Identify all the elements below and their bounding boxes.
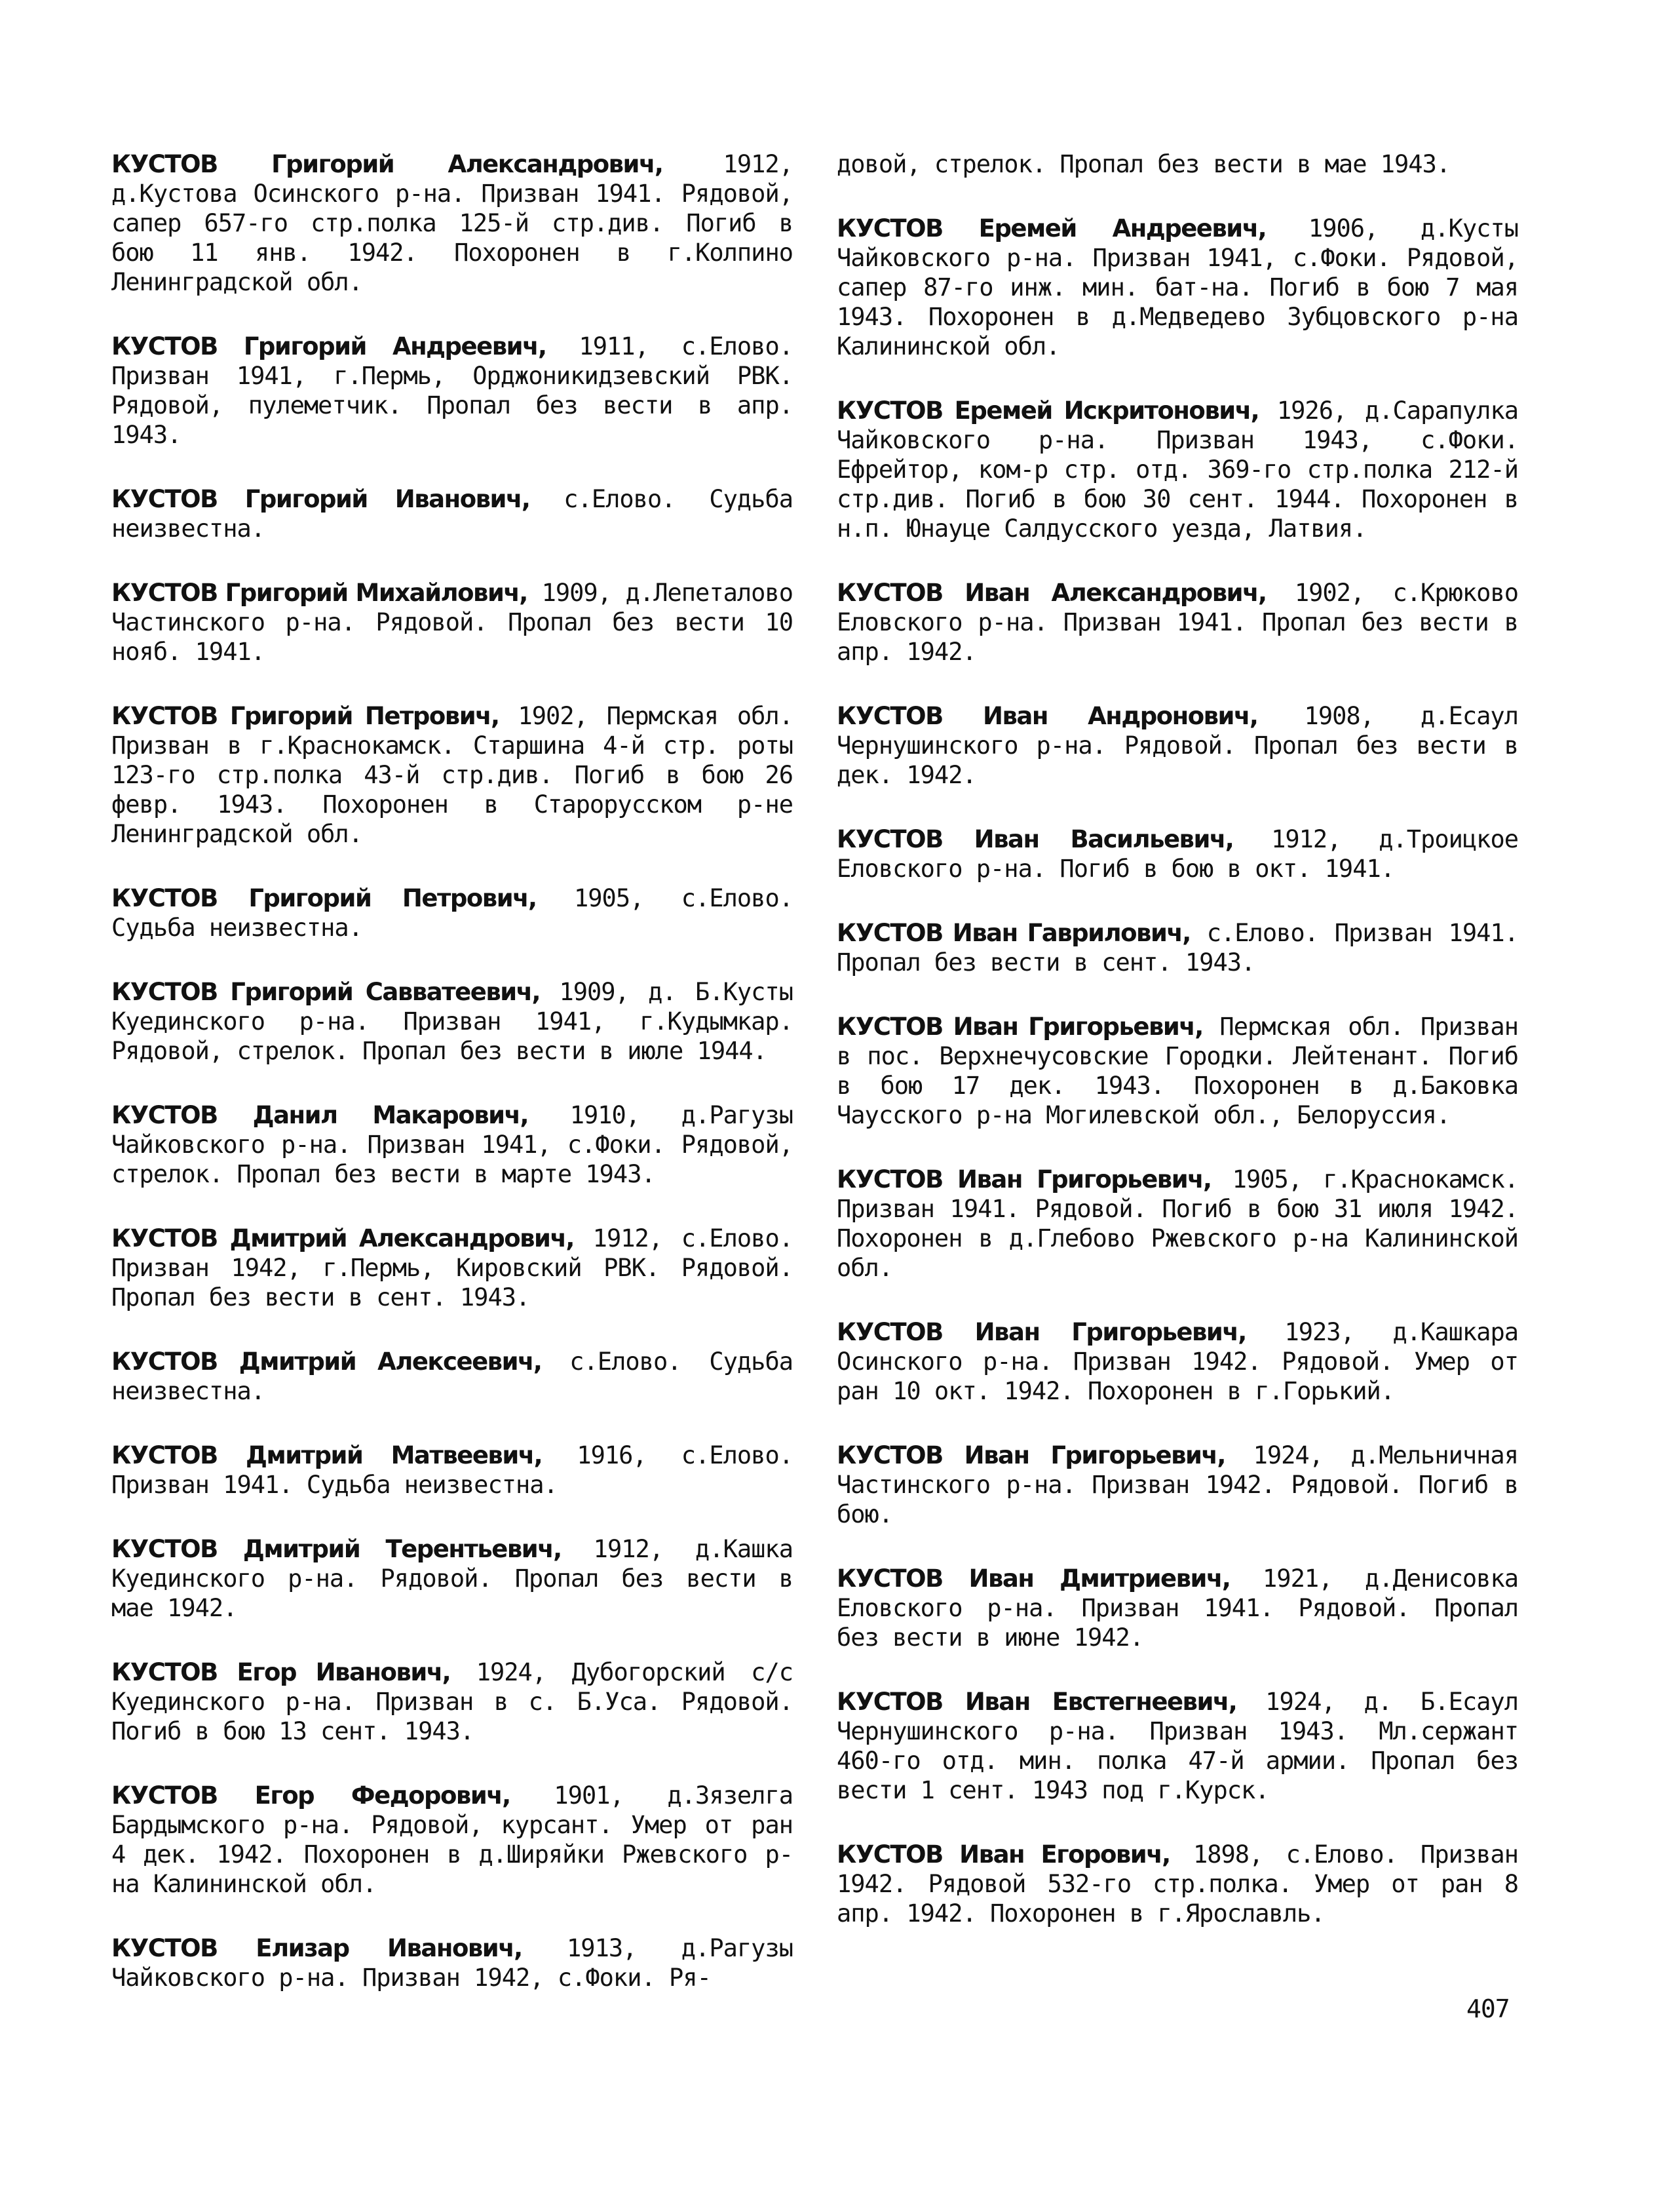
entry (837, 825, 1518, 883)
entry-text: 1902, Пермская обл. Призван в г.Краснокамск. Старшина 4-й стр. роты 123-го стр.полка 43-й стр.див. Погиб в бою 26 февр. 1943. Похоронен в Старорусском р-не Ленинградской обл. (111, 702, 793, 848)
entry (111, 578, 793, 667)
entry (111, 883, 793, 942)
entry (111, 977, 793, 1066)
entry-text: с.Елово. Призван 1941. Пропал без вести в сент. 1943. (837, 919, 1518, 977)
entry-name: КУСТОВ Григорий Петрович, (111, 884, 537, 912)
entry-name: КУСТОВ Иван Гаврилович, (837, 919, 1191, 947)
entry-name: КУСТОВ Иван Андронович, (837, 702, 1258, 730)
entry (837, 1840, 1518, 1928)
entry-name: КУСТОВ Еремей Искритонович, (837, 397, 1259, 425)
entry-name: КУСТОВ Иван Егорович, (837, 1840, 1170, 1869)
entry-text: 1910, д.Рагузы Чайковского р-на. Призван 1941, с.Фоки. Рядовой, стрелок. Пропал без вести в марте 1943. (111, 1101, 793, 1188)
entry-name: КУСТОВ Иван Евстегнеевич, (837, 1688, 1237, 1716)
entry-text: 1902, с.Крюково Еловского р-на. Призван 1941. Пропал без вести в апр. 1942. (837, 579, 1518, 666)
entry-text: 1926, д.Сарапулка Чайковского р-на. Призван 1943, с.Фоки. Ефрейтор, ком-р стр. отд. 369-го стр.полка 212-й стр.див. Погиб в бою 30 сент. 1944. Похоронен в н.п. Юнауце Салдусского уезда, Латвия. (837, 397, 1519, 543)
entry (111, 1100, 793, 1189)
entry-text: 1912, д.Кашка Куединского р-на. Рядовой. Пропал без вести в мае 1942. (111, 1535, 793, 1622)
entry-text: довой, стрелок. Пропал без вести в мае 1943. (837, 150, 1451, 178)
entry (111, 332, 793, 450)
entry-name: КУСТОВ Дмитрий Алексеевич, (111, 1348, 542, 1376)
right-column (837, 149, 1518, 1963)
entry-text: Пермская обл. Призван в пос. Верхнечусовские Городки. Лейтенант. Погиб в бою 17 дек. 1943. Похоронен в д.Баковка Чаусского р-на Могилевской обл., Белоруссия. (837, 1013, 1518, 1129)
entry-text: 1912, д.Кустова Осинского р-на. Призван 1941. Рядовой, сапер 657-го стр.полка 125-й стр.див. Погиб в бою 11 янв. 1942. Похоронен в г.Колпино Ленинградской обл. (111, 150, 793, 296)
entry-name: КУСТОВ Егор Федорович, (111, 1781, 510, 1810)
entry (837, 396, 1518, 543)
entry-name: КУСТОВ Григорий Иванович, (111, 485, 530, 513)
entry-text: 1906, д.Кусты Чайковского р-на. Призван 1941, с.Фоки. Рядовой, сапер 87-го инж. мин. бат-на. Погиб в бою 7 мая 1943. Похоронен в д.Медведево Зубцовского р-на Калининской обл. (837, 214, 1518, 360)
entry (837, 1165, 1518, 1283)
entry-text: 1908, д.Есаул Чернушинского р-на. Рядовой. Пропал без вести в дек. 1942. (837, 702, 1518, 789)
entry-text: с.Елово. Судьба неизвестна. (111, 485, 793, 543)
entry (111, 1781, 793, 1899)
entry (837, 1441, 1518, 1529)
entry-name: КУСТОВ Данил Макарович, (111, 1101, 529, 1129)
entry-text: 1901, д.Зязелга Бардымского р-на. Рядовой, курсант. Умер от ран 4 дек. 1942. Похоронен в д.Ширяйки Ржевского р-на Калининской обл. (111, 1781, 793, 1898)
entry-name: КУСТОВ Григорий Савватеевич, (111, 978, 541, 1006)
entry-text: 1905, г.Краснокамск. Призван 1941. Рядовой. Погиб в бою 31 июля 1942. Похоронен в д.Глебово Ржевского р-на Калининской обл. (837, 1165, 1518, 1282)
entry (837, 918, 1518, 977)
entry-name: КУСТОВ Егор Иванович, (111, 1658, 451, 1686)
entry-text: 1924, Дубогорский с/с Куединского р-на. Призван в с. Б.Уса. Рядовой. Погиб в бою 13 сент. 1943. (111, 1658, 793, 1745)
entry (837, 701, 1518, 790)
entry-name: КУСТОВ Григорий Андреевич, (111, 332, 546, 360)
entry-text: 1924, д. Б.Есаул Чернушинского р-на. Призван 1943. Мл.сержант 460-го отд. мин. полка 47-й армии. Пропал без вести 1 сент. 1943 под г.Курск. (837, 1688, 1518, 1804)
page-number: 407 (1466, 1994, 1510, 2023)
entry (111, 1933, 793, 1992)
entry-text: 1911, с.Елово. Призван 1941, г.Пермь, Орджоникидзевский РВК. Рядовой, пулеметчик. Пропал без вести в апр. 1943. (111, 332, 793, 449)
entry-name: КУСТОВ Иван Дмитриевич, (837, 1564, 1231, 1593)
entry-name: КУСТОВ Еремей Андреевич, (837, 214, 1267, 243)
entry (111, 1347, 793, 1406)
entry-text: 1909, д. Б.Кусты Куединского р-на. Призван 1941, г.Кудымкар. Рядовой, стрелок. Пропал без вести в июле 1944. (111, 978, 793, 1065)
entry-text: 1916, с.Елово. Призван 1941. Судьба неизвестна. (111, 1441, 793, 1499)
entry (837, 1012, 1518, 1130)
entry (837, 1687, 1518, 1805)
entry-name: КУСТОВ Иван Григорьевич, (837, 1318, 1246, 1346)
entry (837, 1564, 1518, 1652)
entry-name: КУСТОВ Григорий Михайлович, (111, 579, 527, 607)
entry-continuation (837, 149, 1518, 179)
entry (837, 1317, 1518, 1406)
entry-name: КУСТОВ Иван Григорьевич, (837, 1165, 1212, 1193)
entry-text: 1905, с.Елово. Судьба неизвестна. (111, 884, 793, 942)
entry-name: КУСТОВ Иван Григорьевич, (837, 1441, 1225, 1469)
entry-name: КУСТОВ Иван Александрович, (837, 579, 1267, 607)
entry (837, 578, 1518, 667)
entry-name: КУСТОВ Дмитрий Александрович, (111, 1224, 574, 1252)
entry (111, 1441, 793, 1500)
entry (111, 484, 793, 543)
entry (111, 1224, 793, 1312)
left-column (111, 149, 793, 2027)
entry-text: 1912, д.Троицкое Еловского р-на. Погиб в бою в окт. 1941. (837, 825, 1518, 883)
entry-text: 1924, д.Мельничная Частинского р-на. Призван 1942. Рядовой. Погиб в бою. (837, 1441, 1518, 1528)
entry-name: КУСТОВ Григорий Петрович, (111, 702, 499, 730)
entry (111, 701, 793, 849)
entry-name: КУСТОВ Дмитрий Матвеевич, (111, 1441, 543, 1469)
entry-name: КУСТОВ Григорий Александрович, (111, 150, 663, 178)
entry-text: 1912, с.Елово. Призван 1942, г.Пермь, Кировский РВК. Рядовой. Пропал без вести в сент. 1943. (111, 1224, 793, 1311)
entry-text: с.Елово. Судьба неизвестна. (111, 1348, 793, 1405)
entry-text: 1913, д.Рагузы Чайковского р-на. Призван 1942, с.Фоки. Ря- (111, 1934, 793, 1992)
entry-name: КУСТОВ Елизар Иванович, (111, 1934, 522, 1962)
entry (111, 1534, 793, 1623)
entry-name: КУСТОВ Иван Григорьевич, (837, 1013, 1203, 1041)
entry-text: 1909, д.Лепеталово Частинского р-на. Рядовой. Пропал без вести 10 нояб. 1941. (111, 579, 793, 666)
entry-name: КУСТОВ Дмитрий Терентьевич, (111, 1535, 562, 1563)
entry-name: КУСТОВ Иван Васильевич, (837, 825, 1234, 853)
entry-text: 1923, д.Кашкара Осинского р-на. Призван 1942. Рядовой. Умер от ран 10 окт. 1942. Похоронен в г.Горький. (837, 1318, 1518, 1405)
entry (111, 149, 793, 297)
entry (111, 1658, 793, 1746)
entry (837, 214, 1518, 361)
entry-text: 1898, с.Елово. Призван 1942. Рядовой 532-го стр.полка. Умер от ран 8 апр. 1942. Похоронен в г.Ярославль. (837, 1840, 1518, 1928)
entry-text: 1921, д.Денисовка Еловского р-на. Призван 1941. Рядовой. Пропал без вести в июне 1942. (837, 1564, 1518, 1652)
